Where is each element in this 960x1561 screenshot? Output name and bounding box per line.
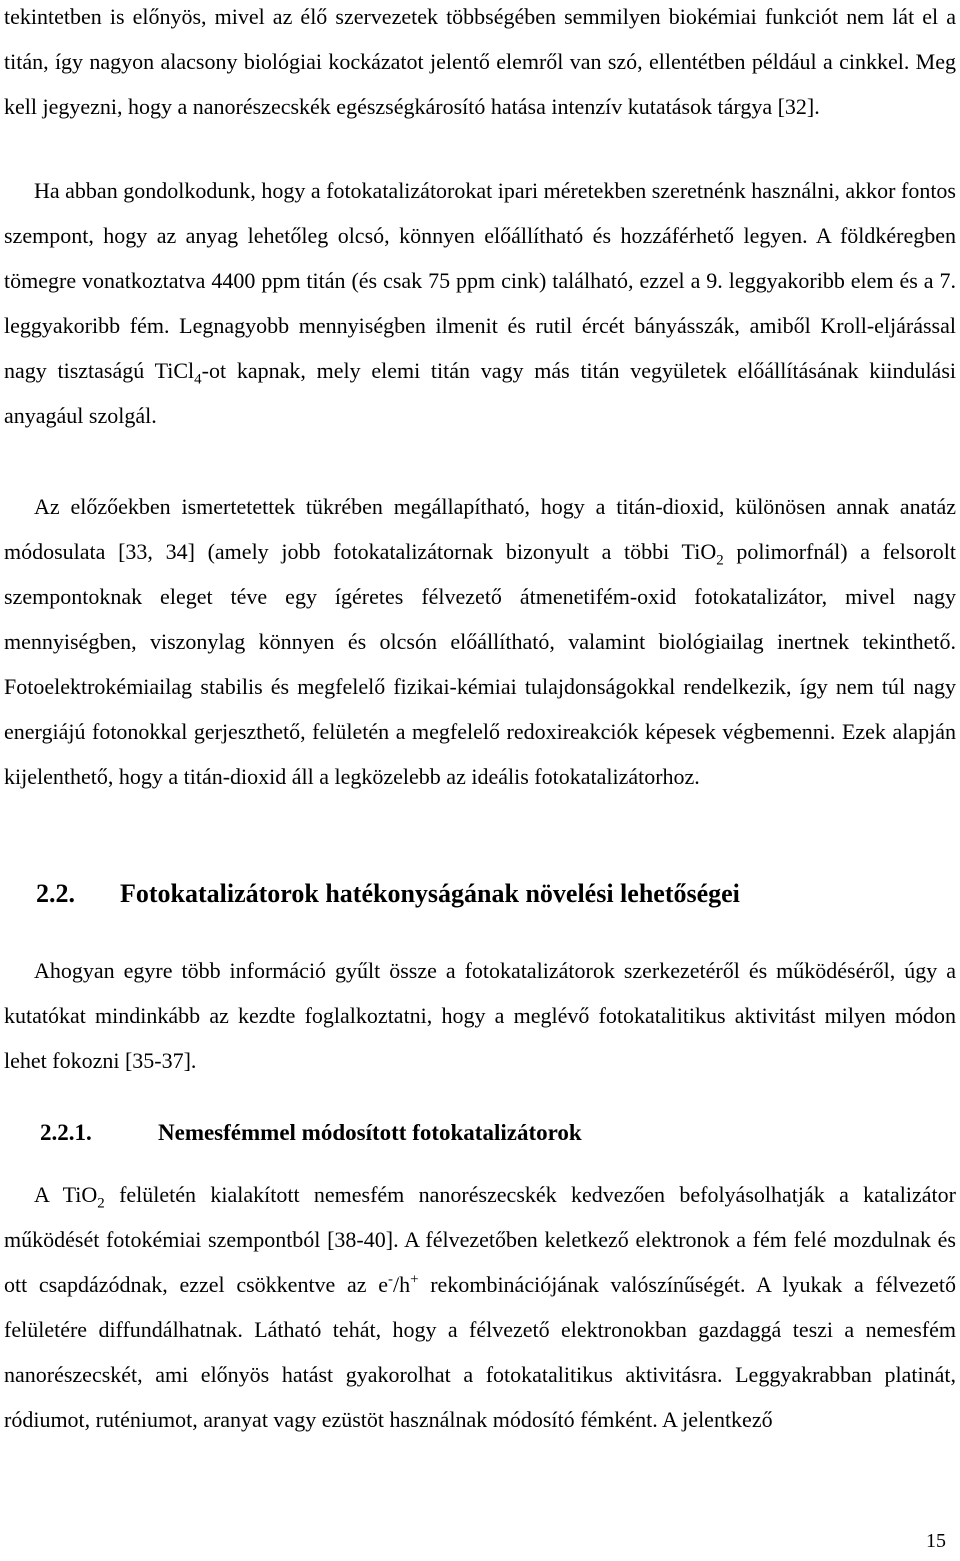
paragraph-text: Az előzőekben ismertetettek tükrében megállapítható, hogy a titán-dioxid, különösen annak anatáz módosulata [33, 34] (amely jobb fotokatalizátornak bizonyult a többi TiO [4, 494, 956, 564]
paragraph-text: A TiO [34, 1182, 98, 1207]
paragraph-noble-metal [4, 1172, 956, 1442]
paragraph-titanium-dioxide [4, 484, 956, 799]
paragraph-text: Ha abban gondolkodunk, hogy a fotokatalizátorokat ipari méretekben szeretnénk használni, akkor fontos szempont, hogy az anyag lehetőleg olcsó, könnyen előállítható és hozzáférhető legyen. A földkéregben tömegre vonatkoztatva 4400 ppm titán (és csak 75 ppm cink) található, ezzel a 9. leggyakoribb elem és a 7. leggyakoribb fém. Legnagyobb mennyiségben ilmenit és rutil ércét bányásszák, amiből Kroll-eljárással nagy tisztaságú TiCl [4, 178, 956, 383]
paragraph-continuation [4, 0, 956, 129]
section-title: Fotokatalizátorok hatékonyságának növelési lehetőségei [120, 879, 740, 908]
paragraph-text: Ahogyan egyre több információ gyűlt össze a fotokatalizátorok szerkezetéről és működéséről, úgy a kutatókat mindinkább az kezdte foglalkoztatni, hogy a meglévő fotokatalitikus aktivitást milyen módon lehet fokozni [35-37]. [4, 958, 956, 1073]
paragraph-text: /h [392, 1272, 411, 1297]
subsection-heading [40, 1113, 582, 1153]
section-number: 2.2. [36, 879, 75, 908]
paragraph-efficiency [4, 948, 956, 1083]
section-heading [36, 872, 740, 916]
subsection-title: Nemesfémmel módosított fotokatalizátorok [158, 1120, 582, 1145]
superscript: + [410, 1271, 419, 1288]
paragraph-text: felületén kialakított nemesfém nanorészecskék kedvezően befolyásolhatják a katalizátor működését fotokémiai szempontból [38-40]. A félvezetőben keletkező elektronok a fém felé mozdulnak és ott csapdázódnak, ezzel csökkentve az e [4, 1182, 956, 1297]
subsection-number: 2.2.1. [40, 1120, 92, 1145]
paragraph-text: rekombinációjának valószínűségét. A lyukak a félvezető felületére diffundálhatnak. Látható tehát, hogy a félvezető elektronokban gazdaggá teszi a nemesfém nanorészecskét, ami előnyös hatást gyakorolhat a fotokatalitikus aktivitásra. Leggyakrabban platinát, ródiumot, ruténiumot, aranyat vagy ezüstöt használnak módosító fémként. A jelentkező [4, 1272, 957, 1432]
paragraph-industrial-use [4, 168, 956, 438]
paragraph-text: polimorfnál) a felsorolt szempontoknak eleget téve egy ígéretes félvezető átmenetifém-oxid fotokatalizátor, mivel nagy mennyiségben, viszonylag könnyen és olcsón előállítható, valamint biológiailag inertnek tekinthető. Fotoelektrokémiailag stabilis és megfelelő fizikai-kémiai tulajdonságokkal rendelkezik, így nem túl nagy energiájú fotonokkal gerjeszthető, felületén a megfelelő redoxireakciók képesek végbemenni. Ezek alapján kijelenthető, hogy a titán-dioxid áll a legközelebb az ideális fotokatalizátorhoz. [4, 539, 956, 789]
subscript: 2 [716, 552, 724, 569]
page-number: 15 [926, 1530, 946, 1552]
superscript: - [388, 1271, 393, 1288]
subscript: 2 [97, 1195, 105, 1212]
paragraph-text: tekintetben is előnyös, mivel az élő szervezetek többségében semmilyen biokémiai funkciót nem lát el a titán, így nagyon alacsony biológiai kockázatot jelentő elemről van szó, ellentétben például a cinkkel. Meg kell jegyezni, hogy a nanorészecskék egészségkárosító hatása intenzív kutatások tárgya [32]. [4, 4, 956, 119]
subscript: 4 [194, 371, 202, 388]
paragraph-text: -ot kapnak, mely elemi titán vagy más titán vegyületek előállításának kiindulási anyagául szolgál. [4, 358, 956, 428]
